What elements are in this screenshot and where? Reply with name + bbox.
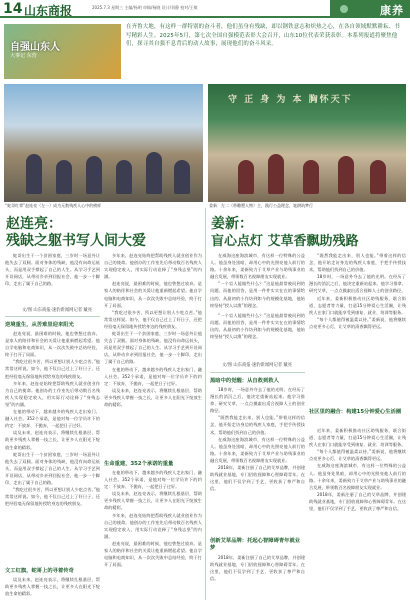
photo-caption-right: 姜新：左二（带雕塑人物）主，践行公益理念，笔耕筑梦行	[209, 203, 313, 208]
series-intro	[126, 23, 404, 49]
paragraph: “既然我能走出来，别人也能。”带着这样的信念，他开始走访身边的残疾人家庭，手把手传授技术，帮助他们找到自己的价值。	[309, 253, 406, 273]
section-title: 康养	[380, 4, 404, 17]
paragraph: “既然我能走出来，别人也能。”带着这样的信念，他开始走访身边的残疾人家庭，手把手传授技术，帮助他们找到自己的价值。	[210, 415, 305, 435]
photo-zhao-lianliang	[4, 84, 203, 202]
left-subhead-2: 文工红旗，蛇哥上的寻着传奇	[5, 568, 74, 574]
right-col1-top	[210, 252, 305, 312]
right-subhead-1: 黑暗中的觉醒：从自救到救人	[210, 378, 279, 384]
right-subhead-2: 创新艾草品牌：托起心智障碍青年就业梦	[210, 538, 301, 551]
right-col1-tail	[210, 554, 305, 600]
banner-dot-icon	[340, 5, 348, 13]
person-figure	[268, 154, 284, 194]
left-col2-body	[104, 469, 202, 600]
paragraph: 18岁时，一场意外夺去了他的光明。在经历了漫长的消沉之后，他决定重新站起来。他学习推拿、研究艾草，一点点摸索出适合视障人士的创业路径。	[210, 387, 305, 414]
person-figure	[26, 154, 42, 194]
person-figure	[174, 160, 190, 194]
series-thumbnail	[4, 24, 121, 79]
paragraph: “我吃过很多苦，所以更想让别人少吃点苦。”他常常这样说。如今，他不仅自己过上了好日子，还把经验毫无保留地传授给身边的残疾朋友。	[5, 487, 100, 507]
page-number: 14	[3, 1, 23, 17]
issue-meta: 2025.7.3 星期三 主编/杨明 审稿/杨晓 设计/刘静 校对/王敏	[92, 5, 198, 10]
paragraph: 近年来，姜新积极推动社区助残服务，联合街道、志愿者等力量，打造15分钟爱心生活圈，让残疾人在家门口就能享受到康复、就业、培训等服务。	[309, 295, 406, 315]
paragraph: 在他的带动下，越来越多的残疾人走出家门、融入社会。352个承诺，是他对每一位学员许下的约定：不放弃、不抛弃，一起把日子过好。	[104, 470, 202, 490]
right-col2-top	[309, 252, 406, 402]
divider	[210, 372, 305, 373]
paragraph: 近年来，姜新积极推动社区助残服务，联合街道、志愿者等力量，打造15分钟爱心生活圈，让残疾人在家门口就能享受到康复、就业、培训等服务。	[309, 428, 406, 448]
left-byline: 文/图 山东商报·速豹新闻网记者 戴亮	[22, 308, 92, 313]
paragraph: 谈及未来，赵连亮表示，将继续扎根基层，帮助更多残疾人掌握一技之长，让更多人在阳光下绽放生命的精彩。	[5, 577, 100, 597]
person-figure	[303, 160, 319, 194]
person-figure	[338, 156, 354, 194]
left-col2-top	[104, 252, 202, 455]
person-figure	[370, 160, 386, 194]
photo-jiang-xin	[208, 84, 406, 202]
paragraph: “我吃过很多苦，所以更想让别人少吃点苦。”他常常这样说。如今，他不仅自己过上了好日子，还把经验毫无保留地传授给身边的残疾朋友。	[104, 309, 202, 329]
person-figure	[56, 160, 72, 194]
right-subhead-3: 社区里的融合：构建15分钟爱心生活圈	[309, 409, 402, 415]
paragraph: 在他的带动下，越来越多的残疾人走出家门、融入社会。352个承诺，是他对每一位学员许下的约定：不放弃、不抛弃，一起把日子过好。	[104, 366, 202, 386]
paragraph: 2018年，姜新注册了自己的艾草品牌，并创建助残就业基地，专门招收视障和心智障碍青年。在这里，他们不仅学到了手艺，更收获了尊严和自信。	[210, 465, 305, 492]
left-subhead-1: 逆境重生，从苦难里迎来阳光	[5, 322, 74, 328]
photo-caption-left: “蛇哥红掌”赵连亮（左一）成为无数残疾人心中的榜样	[5, 203, 102, 208]
intro-text: 在齐鲁大地，有这样一群特别的奋斗者，他们虽身有残缺，却以钢铁意志和炽热之心，在各自领域默默耕耘、书写精彩人生。2025年5月，第七次全国自强模范表彰大会召开，山东10位代表荣获表彰。本系列报道将聚焦他们，探寻其自强不息背后的动人故事，展现他们的奋斗风采。	[126, 24, 400, 48]
paragraph: 在他的带动下，越来越多的残疾人走出家门、融入社会。352个承诺，是他对每一位学员许下的约定：不放弃、不抛弃，一起把日子过好。	[5, 409, 100, 429]
paragraph: “一个盲人能做些什么？”这是他最常被问到的问题。而他的回答，是用一件件实实在在的事情给出的。从最初的小作坊到如今的规模化基地，他始终坚持“授人以渔”的理念。	[210, 313, 305, 340]
paragraph: “一个盲人能做些什么？”这是他最常被问到的问题。而他的回答，是用一件件实实在在的事情给出的。从最初的小作坊到如今的规模化基地，他始终坚持“授人以渔”的理念。	[210, 281, 305, 308]
person-figure	[146, 152, 162, 194]
left-col1-tail	[5, 576, 100, 600]
right-headline-name: 姜新：	[211, 216, 253, 232]
paragraph: 赵连亮说，最困难的时候，他也曾想过放弃。是家人的陪伴和社会的关爱让他重新燃起希望。他自学电脑和电商知识，从一次次失败中总结经验，终于打开了局面。	[104, 281, 202, 308]
paragraph: 在威海这座海滨城市，有这样一位特殊的公益人。他虽身处黑暗，却用心中的光照亮他人前行的路。十余年来，姜新致力于艾草产业与助残事业的融合发展，带领数百名视障朋友实现就业。	[210, 253, 305, 280]
paragraph: 蛇哥出生于一个贫困家庭，三岁时一场意外让他失去了双腿。面对身体的残缺，他没有向命运低头，而是用双手撑起了自己的人生。从学习手艺到开设网店，从带动乡亲到回报社会，他一步一个脚印，走出了属于自己的路。	[104, 331, 202, 365]
paragraph: 赵连亮说，最困难的时候，他也曾想过放弃。是家人的陪伴和社会的关爱让他重新燃起希望。他自学电脑和电商知识，从一次次失败中总结经验，终于打开了局面。	[104, 540, 202, 568]
paragraph: 谈及未来，赵连亮表示，将继续扎根基层，帮助更多残疾人掌握一技之长，让更多人在阳光下绽放生命的精彩。	[104, 387, 202, 407]
person-figure	[238, 160, 254, 194]
divider	[5, 316, 100, 317]
left-col1-body	[5, 330, 100, 562]
person-figure	[86, 156, 102, 194]
paragraph: 2018年，姜新注册了自己的艾草品牌，并创建助残就业基地，专门招收视障和心智障碍青年。在这里，他们不仅学到了手艺，更收获了尊严和自信。	[309, 491, 406, 512]
paragraph: “我吃过很多苦，所以更想让别人少吃点苦。”他常常这样说。如今，他不仅自己过上了好日子，还把经验毫无保留地传授给身边的残疾朋友。	[5, 359, 100, 379]
paragraph: 赵连亮说，最困难的时候，他也曾想过放弃。是家人的陪伴和社会的关爱让他重新燃起希望。他自学电脑和电商知识，从一次次失败中总结经验，终于打开了局面。	[5, 331, 100, 358]
left-headline: 残缺之躯书写人间大爱	[6, 233, 146, 249]
paragraph: 18岁时，一场意外夺去了他的光明。在经历了漫长的消沉之后，他决定重新站起来。他学习推拿、研究艾草，一点点摸索出适合视障人士的创业路径。	[309, 274, 406, 294]
paragraph: 谈及未来，赵连亮表示，将继续扎根基层，帮助更多残疾人掌握一技之长，让更多人在阳光下绽放生命的精彩。	[5, 430, 100, 450]
paragraph: 多年来，赵连亮始终把帮助残疾人就业创业作为自己的使命。他创办的工作室先后带动数百名残疾人实现稳定收入，用实际行动诠释了“身残志坚”的内涵。	[104, 512, 202, 539]
series-subtitle: 大事记 东营	[10, 53, 37, 59]
paragraph: 在威海这座海滨城市，有这样一位特殊的公益人。他虽身处黑暗，却用心中的光照亮他人前行的路。十余年来，姜新致力于艾草产业与助残事业的融合发展，带领数百名视障朋友实现就业。	[309, 463, 406, 490]
paragraph: 2018年，姜新注册了自己的艾草品牌，并创建助残就业基地，专门招收视障和心智障碍青年。在这里，他们不仅学到了手艺，更收获了尊严和自信。	[210, 555, 305, 582]
page-header	[0, 0, 410, 18]
paragraph: 谈及未来，赵连亮表示，将继续扎根基层，帮助更多残疾人掌握一技之长，让更多人在阳光下绽放生命的精彩。	[104, 491, 202, 511]
right-col2-body	[309, 427, 406, 600]
right-byline: 文/图 山东商报·速豹新闻网记者 戴亮	[222, 363, 292, 368]
wall-slogan: 守 正 身 为 本 胸怀天下	[228, 95, 353, 105]
paragraph: 多年来，赵连亮始终把帮助残疾人就业创业作为自己的使命。他创办的工作室先后带动数百名残疾人实现稳定收入，用实际行动诠释了“身残志坚”的内涵。	[5, 380, 100, 407]
left-col1-top	[5, 252, 100, 304]
paragraph: 蛇哥出生于一个贫困家庭，三岁时一场意外让他失去了双腿。面对身体的残缺，他没有向命运低头，而是用双手撑起了自己的人生。从学习手艺到开设网店，从带动乡亲到回报社会，他一步一个脚印，走出了属于自己的路。	[5, 253, 100, 287]
series-title: 自强山东人	[10, 42, 60, 53]
section-banner	[330, 0, 410, 18]
left-subhead-mid: 生命重建，352个承诺的重量	[104, 461, 174, 467]
paragraph: 蛇哥出生于一个贫困家庭，三岁时一场意外让他失去了双腿。面对身体的残缺，他没有向命运低头，而是用双手撑起了自己的人生。从学习手艺到开设网店，从带动乡亲到回报社会，他一步一个脚印，走出了属于自己的路。	[5, 451, 100, 485]
right-col1-mid	[210, 312, 305, 360]
left-headline-name: 赵连亮：	[6, 216, 62, 232]
paragraph: 在威海这座海滨城市，有这样一位特殊的公益人。他虽身处黑暗，却用心中的光照亮他人前行的路。十余年来，姜新致力于艾草产业与助残事业的融合发展，带领数百名视障朋友实现就业。	[210, 436, 305, 463]
paragraph: “每个人都值得被温柔以待。”姜新说，他将继续点亮更多心灯，让艾草的清香飘得更远。	[309, 449, 406, 462]
right-col1-body	[210, 386, 305, 534]
paragraph: “每个人都值得被温柔以待。”姜新说，他将继续点亮更多心灯，让艾草的清香飘得更远。	[309, 316, 406, 329]
paragraph: 多年来，赵连亮始终把帮助残疾人就业创业作为自己的使命。他创办的工作室先后带动数百名残疾人实现稳定收入，用实际行动诠释了“身残志坚”的内涵。	[104, 253, 202, 280]
column-divider	[205, 208, 206, 600]
right-headline: 盲心点灯 艾草香飘助残路	[211, 234, 359, 249]
person-figure	[116, 160, 132, 194]
paper-name: 山东商报	[24, 4, 73, 18]
